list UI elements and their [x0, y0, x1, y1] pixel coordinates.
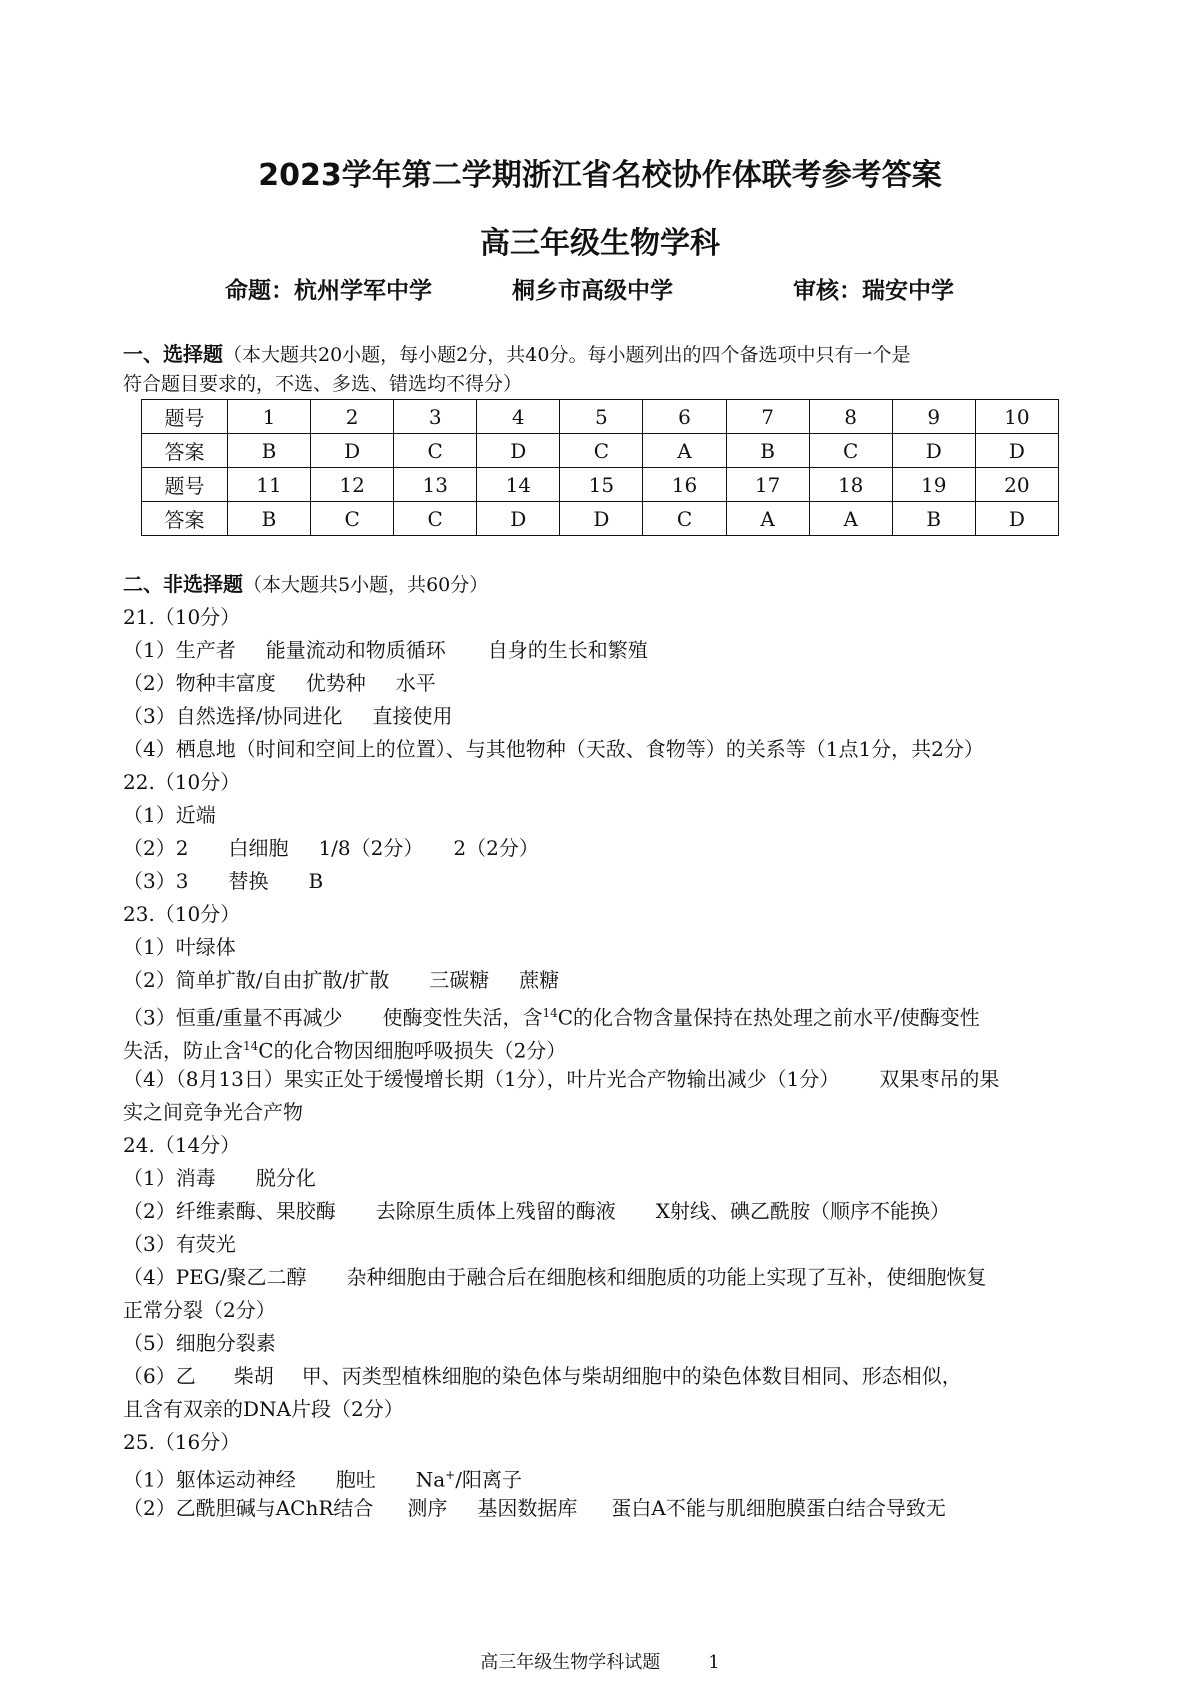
table-cell: D	[560, 502, 643, 536]
q22-answer-1: （1）近端	[123, 803, 216, 827]
row-label: 答案	[142, 434, 228, 468]
table-cell: 3	[394, 400, 477, 434]
answer-part: /阳离子	[455, 1467, 522, 1492]
q21-heading: 21.（10分）	[123, 605, 241, 629]
q24-answer-5: （5）细胞分裂素	[123, 1331, 276, 1355]
document-title: 2023学年第二学期浙江省名校协作体联考参考答案	[258, 158, 942, 193]
section1-note: （本大题共20小题，每小题2分，共40分。每小题列出的四个备选项中只有一个是	[223, 344, 911, 366]
q23-answer-3-cont	[123, 1032, 566, 1065]
answer-part: 去除原生质体上残留的酶液	[375, 1199, 616, 1223]
table-cell: A	[643, 434, 726, 468]
table-cell: A	[809, 502, 892, 536]
answer-part: （1）消毒	[123, 1166, 216, 1190]
answer-part: 三碳糖	[429, 968, 490, 992]
q22-heading: 22.（10分）	[123, 770, 241, 794]
answer-part: B	[308, 869, 324, 893]
table-cell: 9	[892, 400, 975, 434]
answer-part: （2）物种丰富度	[123, 671, 276, 695]
answer-part: 脱分化	[255, 1166, 316, 1190]
answer-part: 胞吐	[335, 1467, 376, 1492]
table-row	[142, 434, 1059, 468]
q24-answer-1	[123, 1164, 316, 1192]
document-subtitle: 高三年级生物学科	[480, 226, 720, 261]
answer-part: C的化合物因细胞呼吸损失（2分）	[258, 1038, 567, 1063]
answer-part: （1）躯体运动神经	[123, 1467, 296, 1492]
q25-heading: 25.（16分）	[123, 1430, 241, 1454]
table-cell: 1	[227, 400, 310, 434]
table-cell: C	[311, 502, 394, 536]
table-cell: D	[311, 434, 394, 468]
isotope-superscript: 14	[542, 1006, 558, 1020]
table-cell: 2	[311, 400, 394, 434]
table-cell: 6	[643, 400, 726, 434]
table-cell: B	[227, 502, 310, 536]
q23-answer-1: （1）叶绿体	[123, 935, 236, 959]
section2-heading: 二、非选择题	[123, 572, 243, 596]
answer-part: 1/8（2分）	[318, 836, 424, 860]
section1-header	[123, 340, 910, 369]
answer-part: Na	[415, 1467, 446, 1492]
table-cell: 7	[726, 400, 809, 434]
answer-part: 2（2分）	[453, 836, 539, 860]
answer-part: 柴胡	[233, 1364, 274, 1388]
answer-part: C的化合物含量保持在热处理之前水平/使酶变性	[557, 1005, 980, 1030]
q25-answer-1	[123, 1461, 522, 1494]
answer-part: 失活，防止含	[123, 1038, 243, 1063]
answer-part: 优势种	[305, 671, 366, 695]
page-footer	[0, 1648, 1200, 1674]
table-cell: B	[227, 434, 310, 468]
q25-answer-2	[123, 1494, 946, 1522]
authors-line	[225, 272, 1105, 306]
table-cell: 4	[477, 400, 560, 434]
table-cell: D	[477, 434, 560, 468]
table-cell: D	[892, 434, 975, 468]
q21-answer-1	[123, 636, 648, 664]
answer-part: （2）2	[123, 836, 189, 860]
table-cell: 15	[560, 468, 643, 502]
table-row	[142, 502, 1059, 536]
answer-part: 甲、丙类型植株细胞的染色体与柴胡细胞中的染色体数目相同、形态相似，	[301, 1364, 962, 1388]
table-cell: D	[975, 502, 1058, 536]
row-label: 题号	[142, 400, 228, 434]
table-cell: 17	[726, 468, 809, 502]
table-cell: 13	[394, 468, 477, 502]
answer-part: （6）乙	[123, 1364, 196, 1388]
answer-part: （1）生产者	[123, 638, 236, 662]
q23-answer-3	[123, 999, 980, 1032]
table-cell: C	[809, 434, 892, 468]
section1-heading: 一、选择题	[123, 342, 223, 366]
answer-table	[141, 399, 1059, 536]
q21-answer-4: （4）栖息地（时间和空间上的位置）、与其他物种（天敌、食物等）的关系等（1点1分，共2分）	[123, 737, 984, 761]
answer-part: （2）纤维素酶、果胶酶	[123, 1199, 336, 1223]
answer-part: 测序	[407, 1496, 448, 1520]
table-cell: D	[477, 502, 560, 536]
answer-part: 直接使用	[372, 704, 453, 728]
q23-answer-2	[123, 966, 559, 994]
answer-part: （3）3	[123, 869, 189, 893]
q24-answer-4	[123, 1263, 987, 1291]
table-row	[142, 400, 1059, 434]
answer-part: （4）（8月13日）果实正处于缓慢增长期（1分），叶片光合产物输出减少（1分）	[123, 1067, 840, 1091]
q24-answer-6	[123, 1362, 962, 1390]
table-cell: 5	[560, 400, 643, 434]
q22-answer-3	[123, 867, 323, 895]
table-cell: C	[643, 502, 726, 536]
row-label: 题号	[142, 468, 228, 502]
answer-part: 蛋白A不能与肌细胞膜蛋白结合导致无	[611, 1496, 946, 1520]
section1-note-line2	[123, 369, 522, 398]
q24-heading: 24.（14分）	[123, 1133, 241, 1157]
answer-part: （4）PEG/聚乙二醇	[123, 1265, 307, 1289]
answer-part: 杂种细胞由于融合后在细胞核和细胞质的功能上实现了互补，使细胞恢复	[346, 1265, 987, 1289]
q22-answer-2	[123, 834, 539, 862]
answer-part: 自身的生长和繁殖	[487, 638, 648, 662]
isotope-superscript: 14	[243, 1039, 259, 1053]
table-cell: 18	[809, 468, 892, 502]
answer-part: X射线、碘乙酰胺（顺序不能换）	[655, 1199, 950, 1223]
q21-answer-2	[123, 669, 436, 697]
table-row	[142, 468, 1059, 502]
table-cell: 14	[477, 468, 560, 502]
q21-answer-3	[123, 702, 452, 730]
section1-note-2: 符合题目要求的，不选、多选、错选均不得分）	[123, 373, 523, 395]
table-cell: D	[975, 434, 1058, 468]
q24-answer-3: （3）有荧光	[123, 1232, 236, 1256]
table-cell: C	[394, 434, 477, 468]
reviewer-label: 审核：瑞安中学	[793, 278, 954, 304]
table-cell: 12	[311, 468, 394, 502]
table-cell: 11	[227, 468, 310, 502]
answer-part: （3）恒重/重量不再减少	[123, 1005, 343, 1030]
q24-answer-6-cont: 且含有双亲的DNA片段（2分）	[123, 1397, 404, 1421]
answer-part: （3）自然选择/协同进化	[123, 704, 343, 728]
q23-answer-4-cont: 实之间竞争光合产物	[123, 1100, 303, 1124]
answer-part: 双果枣吊的果	[879, 1067, 1000, 1091]
table-cell: 19	[892, 468, 975, 502]
table-cell: 16	[643, 468, 726, 502]
composer-second: 桐乡市高级中学	[512, 278, 673, 304]
q24-answer-2	[123, 1197, 950, 1225]
answer-part: （2）简单扩散/自由扩散/扩散	[123, 968, 390, 992]
table-cell: 20	[975, 468, 1058, 502]
ion-superscript: +	[445, 1468, 456, 1482]
table-cell: B	[726, 434, 809, 468]
answer-part: 替换	[228, 869, 269, 893]
table-cell: 10	[975, 400, 1058, 434]
answer-part: 能量流动和物质循环	[265, 638, 446, 662]
answer-part: 使酶变性失活，含	[382, 1005, 543, 1030]
answer-part: 蔗糖	[519, 968, 560, 992]
section2-header	[123, 570, 488, 599]
answer-part: 水平	[395, 671, 436, 695]
answer-part: 基因数据库	[477, 1496, 578, 1520]
page-number: 1	[708, 1652, 720, 1673]
composer-label: 命题：杭州学军中学	[225, 278, 432, 304]
answer-part: 白细胞	[228, 836, 289, 860]
row-label: 答案	[142, 502, 228, 536]
table-cell: 8	[809, 400, 892, 434]
table-cell: A	[726, 502, 809, 536]
section2-note: （本大题共5小题，共60分）	[243, 574, 489, 596]
table-cell: C	[394, 502, 477, 536]
answer-part: （2）乙酰胆碱与AChR结合	[123, 1496, 374, 1520]
table-cell: B	[892, 502, 975, 536]
q23-answer-4	[123, 1065, 999, 1093]
q24-answer-4-cont: 正常分裂（2分）	[123, 1298, 276, 1322]
footer-label: 高三年级生物学科试题	[480, 1652, 661, 1673]
q23-heading: 23.（10分）	[123, 902, 241, 926]
table-cell: C	[560, 434, 643, 468]
